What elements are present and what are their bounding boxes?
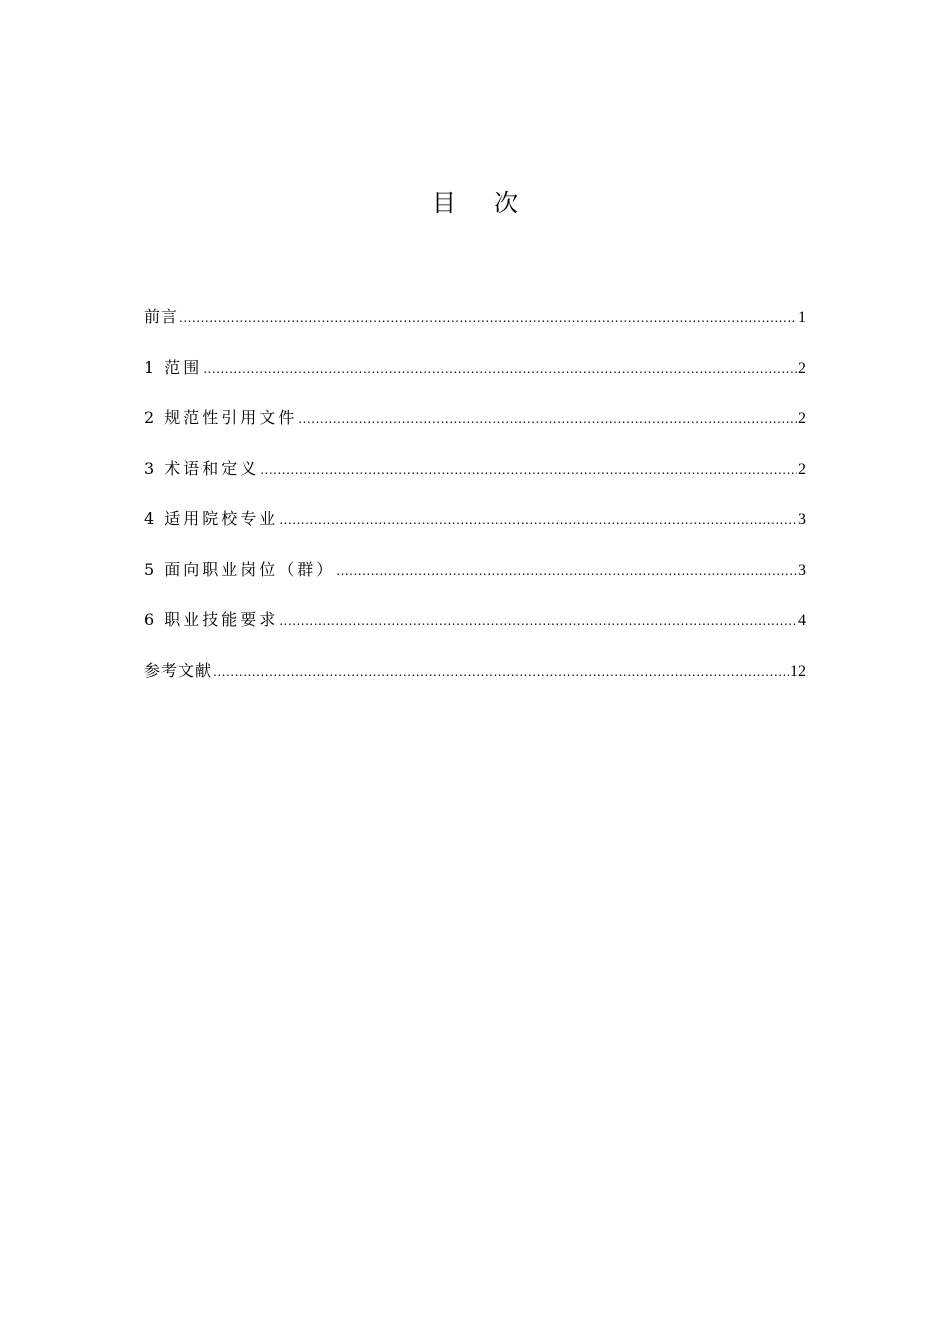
toc-entry-label: 规范性引用文件 <box>164 408 298 427</box>
toc-title <box>0 186 950 220</box>
toc-title-part2: 次 <box>494 189 518 217</box>
toc-dot-leader <box>279 508 797 532</box>
toc-dot-leader <box>213 660 789 684</box>
toc-entry-normative-references[interactable] <box>144 406 806 457</box>
toc-entry-label: 范围 <box>164 357 203 377</box>
toc-dot-leader <box>203 357 797 381</box>
toc-entry-page: 2 <box>798 410 806 427</box>
toc-entry-page: 2 <box>798 460 806 478</box>
toc-entry-page: 4 <box>798 612 806 629</box>
toc-entry-terms-definitions[interactable] <box>144 457 806 508</box>
toc-entry-number: 6 <box>144 610 155 629</box>
toc-dot-leader <box>298 407 797 431</box>
toc-entry-number: 5 <box>144 559 155 579</box>
toc-entry-number: 3 <box>144 458 155 478</box>
toc-entry-label: 术语和定义 <box>164 458 260 478</box>
toc-entry-skill-requirements[interactable] <box>144 608 806 659</box>
toc-dot-leader <box>260 458 797 482</box>
toc-entry-page: 3 <box>798 561 806 579</box>
toc-entry-number: 4 <box>144 509 155 528</box>
toc-entry-job-positions[interactable] <box>144 558 806 609</box>
toc-entry-page: 3 <box>798 511 806 528</box>
toc-title-part1: 目 <box>432 189 456 217</box>
toc-entry-label: 适用院校专业 <box>164 509 279 528</box>
toc-entry-label: 参考文献 <box>144 660 213 680</box>
toc-entry-scope[interactable] <box>144 356 806 407</box>
toc-dot-leader <box>179 306 797 330</box>
toc-entry-page: 2 <box>798 359 806 377</box>
toc-entry-label: 前言 <box>144 307 179 326</box>
toc-entry-preface[interactable] <box>144 305 806 356</box>
toc-entry-number: 1 <box>144 357 155 377</box>
toc-entry-page: 1 <box>798 309 806 326</box>
toc-dot-leader <box>336 559 797 583</box>
toc-entry-page: 12 <box>790 662 806 680</box>
toc-entry-label: 职业技能要求 <box>164 610 279 629</box>
toc-dot-leader <box>279 609 797 633</box>
toc-list <box>144 305 806 709</box>
toc-entry-bibliography[interactable] <box>144 659 806 710</box>
toc-entry-applicable-majors[interactable] <box>144 507 806 558</box>
toc-entry-label: 面向职业岗位（群） <box>164 559 336 579</box>
toc-entry-number: 2 <box>144 408 155 427</box>
